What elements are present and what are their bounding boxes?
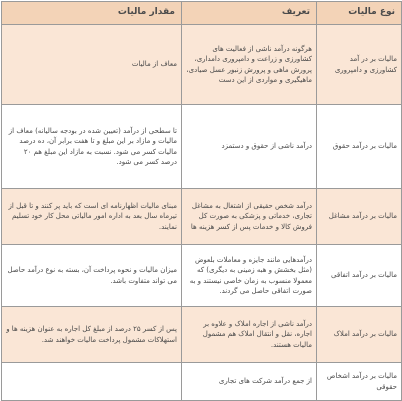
table-row (2, 245, 402, 307)
header-tax-amount: مقدار مالیات (2, 2, 182, 25)
cell-tax-amount: معاف از مالیات (2, 25, 182, 105)
cell-tax-type: مالیات بر درآمد اشخاص حقوقی (317, 363, 402, 401)
cell-tax-type: مالیات بر درآمد حقوق (317, 105, 402, 189)
cell-tax-amount: تا سطحی از درآمد (تعیین شده در بودجه سالیانه) معاف از مالیات و مازاد بر این مبلغ و تا هفت برابر آن، ده درصد مالیات کسر می شود. نسبت به مازاد این مبلغ هم ۲۰ درصد کسر می شود. (2, 105, 182, 189)
cell-definition: از جمع درآمد شرکت های تجاری (182, 363, 317, 401)
header-tax-type: نوع مالیات (317, 2, 402, 25)
cell-tax-amount: مبنای مالیات اظهارنامه ای است که باید پر کنند و تا قبل از تیرماه سال بعد به اداره امور مالیاتی محل کار خود تسلیم نمایند. (2, 189, 182, 245)
cell-tax-type: مالیات بر درآمد املاک (317, 307, 402, 363)
cell-tax-type: مالیات بر درآمد مشاغل (317, 189, 402, 245)
cell-tax-amount: پس از کسر ۲۵ درصد از مبلغ کل اجاره به عنوان هزینه ها و استهلاکات مشمول پرداخت مالیات خواهند شد. (2, 307, 182, 363)
header-definition: تعریف (182, 2, 317, 25)
table-row (2, 25, 402, 105)
cell-definition: درآمدهایی مانند جایزه و معاملات بلعوض (مثل بخشش و هبه زمینی به دیگری) که معمولا منسوب به زمان خاصی نیستند و به صورت اتفاقی حاصل می گردند. (182, 245, 317, 307)
table-row (2, 105, 402, 189)
cell-tax-amount (2, 363, 182, 401)
cell-definition: درآمد شخص حقیقی از اشتغال به مشاغل تجاری، خدماتی و پزشکی به صورت کل فروش کالا و خدمات پس از کسر هزینه ها (182, 189, 317, 245)
table-row (2, 189, 402, 245)
cell-tax-type: مالیات بر درآمد اتفاقی (317, 245, 402, 307)
table-row (2, 307, 402, 363)
tax-types-table (1, 1, 402, 401)
table-row (2, 363, 402, 401)
cell-definition: درآمد ناشی از اجاره املاک و علاوه بر اجاره، نقل و انتقال املاک هم مشمول مالیات هستند. (182, 307, 317, 363)
cell-definition: هرگونه درآمد ناشی از فعالیت های کشاورزی و زراعت و دامپروری دامداری، پرورش ماهی و پرورش زنبور عسل صیادی، ماهیگیری و مواردی از این دست (182, 25, 317, 105)
cell-tax-type: مالیات بر در آمد کشاورزی و دامپروری (317, 25, 402, 105)
cell-tax-amount: میزان مالیات و نحوه پرداخت آن، بسته به نوع درآمد حاصل می تواند متفاوت باشد. (2, 245, 182, 307)
tax-table-container (1, 1, 401, 399)
cell-definition: درآمد ناشی از حقوق و دستمزد (182, 105, 317, 189)
table-header-row (2, 2, 402, 25)
